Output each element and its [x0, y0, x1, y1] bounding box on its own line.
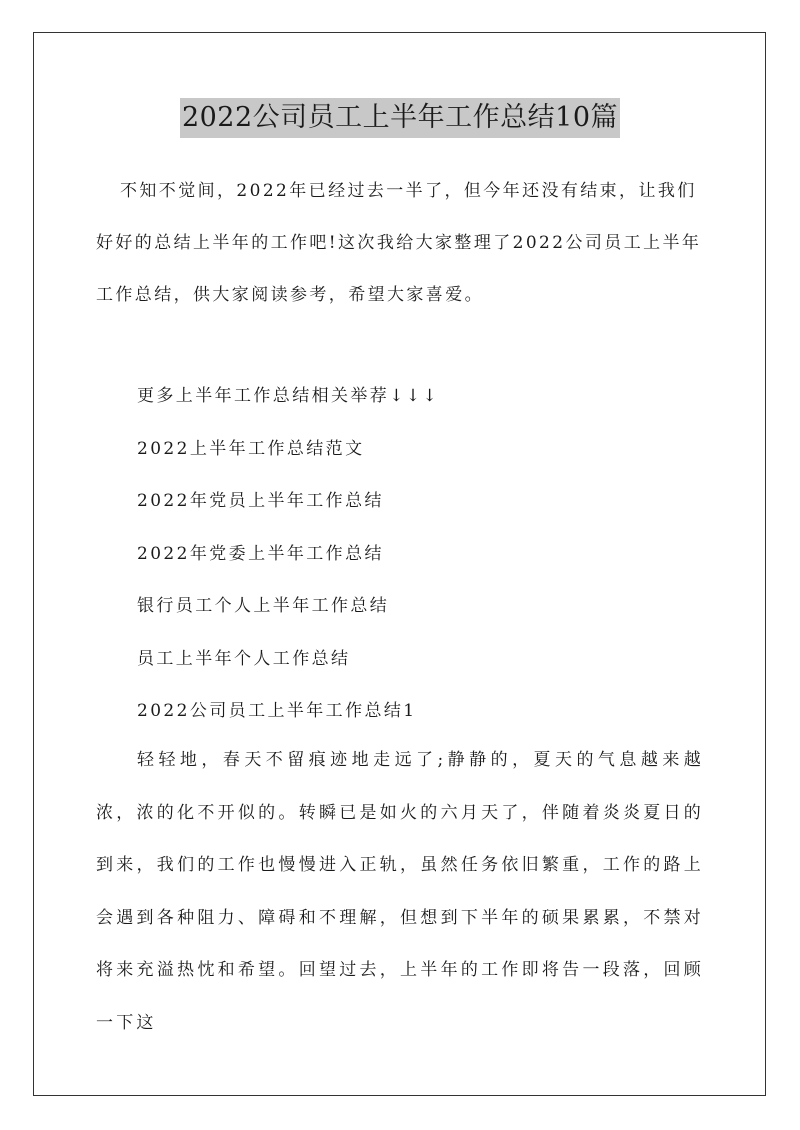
- section-heading: 2022公司员工上半年工作总结1: [137, 701, 417, 721]
- related-links-list: [137, 370, 439, 738]
- title-container: [0, 98, 800, 138]
- intro-paragraph: 不知不觉间，2022年已经过去一半了，但今年还没有结束，让我们好好的总结上半年的工作吧!这次我给大家整理了2022公司员工上半年工作总结，供大家阅读参考，希望大家喜爱。: [96, 181, 702, 305]
- related-link-item[interactable]: 2022上半年工作总结范文: [137, 438, 365, 459]
- body-paragraph: 轻轻地，春天不留痕迹地走远了;静静的，夏天的气息越来越浓，浓的化不开似的。转瞬已是如火的六月天了，伴随着炎炎夏日的到来，我们的工作也慢慢进入正轨，虽然任务依旧繁重，工作的路上会遇到各种阻力、障碍和不理解，但想到下半年的硕果累累，不禁对将来充溢热忱和希望。回望过去，上半年的工作即将告一段落，回顾一下这: [96, 750, 704, 1033]
- related-links-heading: 更多上半年工作总结相关举荐↓↓↓: [137, 386, 440, 406]
- related-link-item[interactable]: 员工上半年个人工作总结: [137, 648, 351, 669]
- related-link-item[interactable]: 2022年党委上半年工作总结: [137, 543, 384, 564]
- related-link-item[interactable]: 银行员工个人上半年工作总结: [137, 596, 390, 616]
- document-title: 2022公司员工上半年工作总结10篇: [180, 98, 620, 138]
- related-link-item[interactable]: 2022年党员上半年工作总结: [137, 491, 384, 511]
